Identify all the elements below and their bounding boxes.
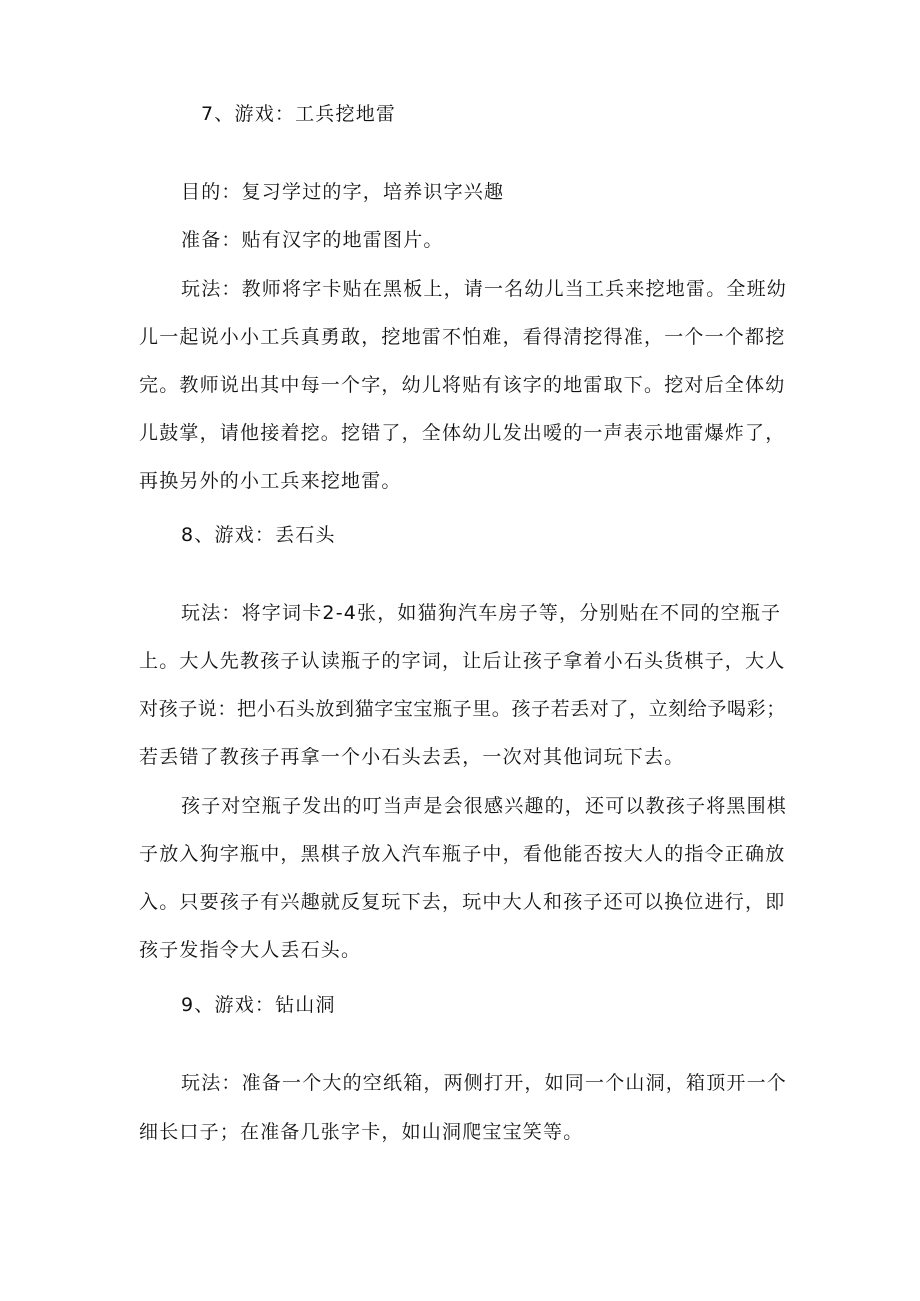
section-9-heading: 9、游戏：钻山洞 [181,994,336,1016]
section-8-play-line: 上。大人先教孩子认读瓶子的字词，让后让孩子拿着小石头货棋子，大人 [139,650,786,672]
section-7-prep: 准备：贴有汉字的地雷图片。 [181,229,444,251]
section-8-heading: 8、游戏：丢石头 [181,524,336,546]
section-8-extra-line: 子放入狗字瓶中，黑棋子放入汽车瓶子中，看他能否按大人的指令正确放 [139,843,786,865]
section-8-play-line: 玩法：将字词卡2-4张，如猫狗汽车房子等，分别贴在不同的空瓶子 [181,602,782,624]
section-7-purpose: 目的：复习学过的字，培养识字兴趣 [181,181,505,203]
section-7-play-line: 儿一起说小小工兵真勇敢，挖地雷不怕难，看得清挖得准，一个一个都挖 [139,326,786,348]
section-8-play-line: 对孩子说：把小石头放到猫字宝宝瓶子里。孩子若丢对了，立刻给予喝彩； [139,698,786,720]
section-9-play-line: 细长口子；在准备几张字卡，如山洞爬宝宝笑等。 [139,1121,584,1143]
section-8-extra-line: 孩子对空瓶子发出的叮当声是会很感兴趣的，还可以教孩子将黑围棋 [181,795,788,817]
section-7-heading: 7、游戏：工兵挖地雷 [201,103,397,125]
section-7-play-line: 儿鼓掌，请他接着挖。挖错了，全体幼儿发出嗳的一声表示地雷爆炸了， [139,422,786,444]
section-8-extra-line: 孩子发指令大人丢石头。 [139,939,362,961]
section-7-play-line: 再换另外的小工兵来挖地雷。 [139,470,402,492]
section-7-play-line: 玩法：教师将字卡贴在黑板上，请一名幼儿当工兵来挖地雷。全班幼 [181,278,788,300]
section-9-play-line: 玩法：准备一个大的空纸箱，两侧打开，如同一个山洞，箱顶开一个 [181,1072,788,1094]
section-7-play-line: 完。教师说出其中每一个字，幼儿将贴有该字的地雷取下。挖对后全体幼 [139,374,786,396]
section-8-extra-line: 入。只要孩子有兴趣就反复玩下去，玩中大人和孩子还可以换位进行，即 [139,891,786,913]
section-8-play-line: 若丢错了教孩子再拿一个小石头去丢，一次对其他词玩下去。 [139,746,685,768]
